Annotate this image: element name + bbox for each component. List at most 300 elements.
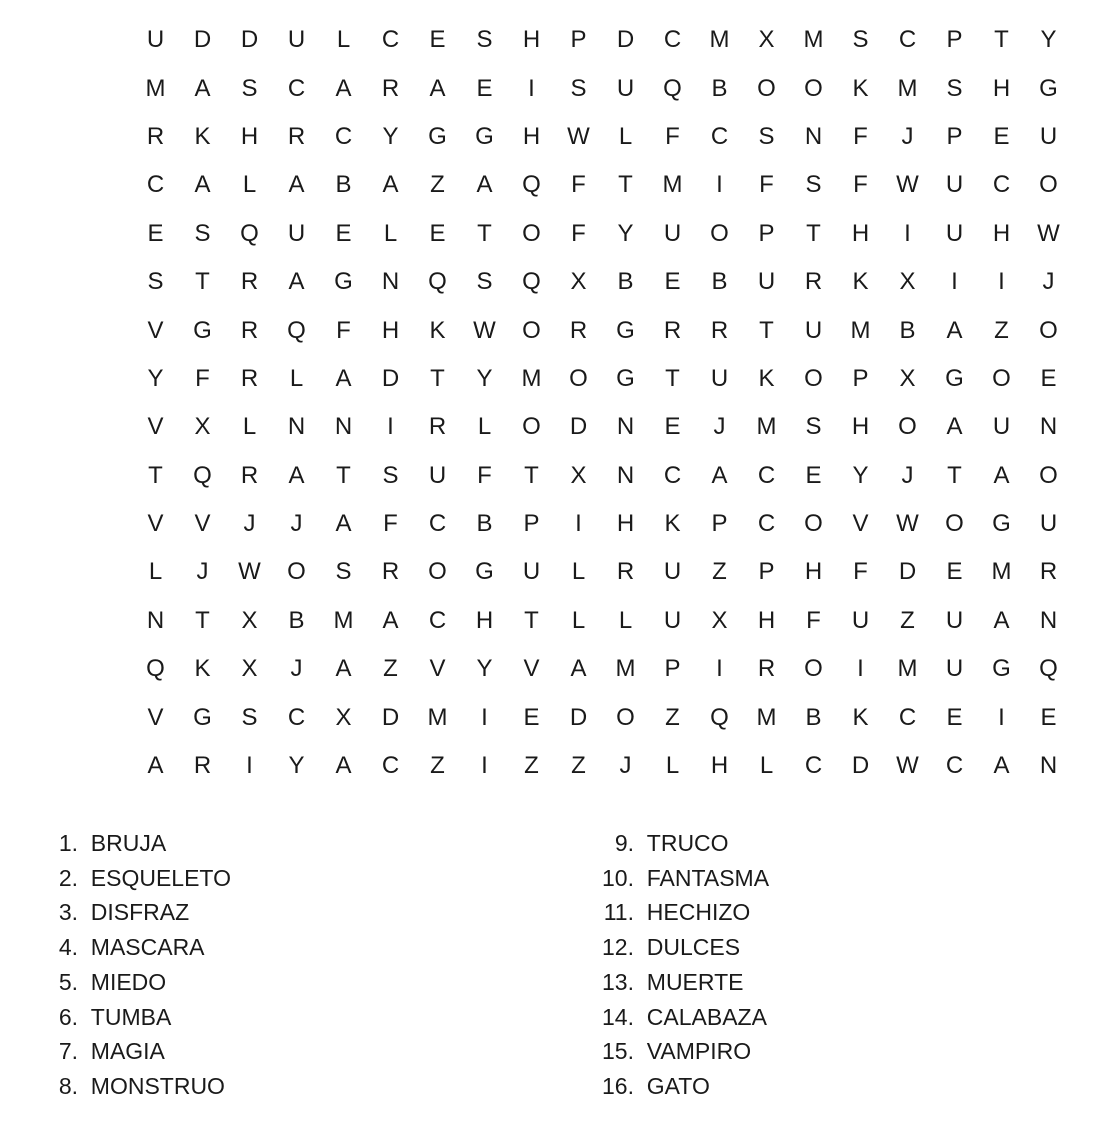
grid-cell[interactable]: H [522,122,541,150]
grid-cell[interactable]: S [476,26,493,54]
grid-cell[interactable]: N [287,413,306,441]
grid-cell[interactable]: J [243,510,256,538]
grid-cell[interactable]: U [663,606,682,634]
grid-cell[interactable]: E [946,703,963,731]
grid-cell[interactable]: A [288,461,305,489]
grid-cell[interactable]: S [570,74,587,102]
grid-cell[interactable]: L [336,26,351,54]
grid-cell[interactable]: Z [571,752,586,780]
grid-cell[interactable]: K [852,268,869,296]
grid-cell[interactable]: A [194,171,211,199]
grid-cell[interactable]: H [757,606,776,634]
grid-cell[interactable]: I [951,268,958,296]
grid-cell[interactable]: K [194,655,211,683]
grid-cell[interactable]: O [616,703,635,731]
grid-cell[interactable]: Q [663,74,682,102]
grid-cell[interactable]: A [476,171,493,199]
grid-cell[interactable]: G [193,316,212,344]
grid-cell[interactable]: C [663,461,682,489]
grid-cell[interactable]: D [616,26,635,54]
grid-cell[interactable]: P [758,558,775,586]
grid-cell[interactable]: A [335,752,352,780]
grid-cell[interactable]: T [195,268,210,296]
grid-cell[interactable]: G [334,268,353,296]
grid-cell[interactable]: T [477,219,492,247]
grid-cell[interactable]: E [664,268,681,296]
grid-cell[interactable]: D [381,364,400,392]
grid-cell[interactable]: O [569,364,588,392]
grid-cell[interactable]: T [759,316,774,344]
grid-cell[interactable]: X [570,461,587,489]
grid-cell[interactable]: N [804,122,823,150]
grid-cell[interactable]: E [476,74,493,102]
grid-cell[interactable]: G [475,558,494,586]
grid-cell[interactable]: U [992,413,1011,441]
grid-cell[interactable]: S [476,268,493,296]
grid-cell[interactable]: M [803,26,824,54]
grid-cell[interactable]: D [898,558,917,586]
grid-cell[interactable]: U [663,219,682,247]
grid-cell[interactable]: D [381,703,400,731]
grid-cell[interactable]: B [711,74,728,102]
grid-cell[interactable]: S [805,413,822,441]
grid-cell[interactable]: U [616,74,635,102]
grid-cell[interactable]: S [241,74,258,102]
grid-cell[interactable]: K [852,703,869,731]
grid-cell[interactable]: I [904,219,911,247]
grid-cell[interactable]: K [664,510,681,538]
grid-cell[interactable]: A [335,74,352,102]
grid-cell[interactable]: M [662,171,683,199]
grid-cell[interactable]: W [896,171,919,199]
grid-cell[interactable]: Q [428,268,447,296]
grid-cell[interactable]: T [994,26,1009,54]
grid-cell[interactable]: A [993,752,1010,780]
grid-cell[interactable]: W [1037,219,1060,247]
grid-cell[interactable]: E [429,26,446,54]
grid-cell[interactable]: A [711,461,728,489]
grid-cell[interactable]: E [805,461,822,489]
grid-cell[interactable]: E [1040,364,1057,392]
grid-cell[interactable]: I [481,752,488,780]
grid-cell[interactable]: F [336,316,351,344]
grid-cell[interactable]: Z [430,752,445,780]
grid-cell[interactable]: N [381,268,400,296]
grid-cell[interactable]: M [756,703,777,731]
grid-cell[interactable]: W [896,752,919,780]
grid-cell[interactable]: R [663,316,682,344]
grid-cell[interactable]: G [992,655,1011,683]
grid-cell[interactable]: V [147,316,164,344]
grid-cell[interactable]: H [616,510,635,538]
grid-cell[interactable]: Y [476,364,493,392]
grid-cell[interactable]: N [616,461,635,489]
grid-cell[interactable]: A [429,74,446,102]
grid-cell[interactable]: O [804,364,823,392]
grid-cell[interactable]: J [290,655,303,683]
grid-cell[interactable]: M [756,413,777,441]
grid-cell[interactable]: U [710,364,729,392]
grid-cell[interactable]: M [521,364,542,392]
grid-cell[interactable]: O [710,219,729,247]
grid-cell[interactable]: Q [193,461,212,489]
grid-cell[interactable]: K [758,364,775,392]
grid-cell[interactable]: N [616,413,635,441]
grid-cell[interactable]: Q [287,316,306,344]
grid-cell[interactable]: C [428,606,447,634]
grid-cell[interactable]: U [1039,510,1058,538]
grid-cell[interactable]: G [616,364,635,392]
grid-cell[interactable]: D [240,26,259,54]
grid-cell[interactable]: C [898,26,917,54]
grid-cell[interactable]: A [570,655,587,683]
grid-cell[interactable]: O [804,74,823,102]
grid-cell[interactable]: O [757,74,776,102]
grid-cell[interactable]: L [148,558,163,586]
grid-cell[interactable]: A [335,364,352,392]
grid-cell[interactable]: S [241,703,258,731]
grid-cell[interactable]: F [853,558,868,586]
grid-cell[interactable]: T [524,606,539,634]
grid-cell[interactable]: I [481,703,488,731]
grid-cell[interactable]: S [335,558,352,586]
grid-cell[interactable]: F [665,122,680,150]
grid-cell[interactable]: D [193,26,212,54]
grid-cell[interactable]: I [998,268,1005,296]
grid-cell[interactable]: X [570,268,587,296]
grid-cell[interactable]: Z [524,752,539,780]
grid-cell[interactable]: O [522,316,541,344]
grid-cell[interactable]: M [850,316,871,344]
grid-cell[interactable]: E [993,122,1010,150]
grid-cell[interactable]: A [946,413,963,441]
grid-cell[interactable]: O [992,364,1011,392]
grid-cell[interactable]: N [1039,752,1058,780]
grid-cell[interactable]: V [194,510,211,538]
grid-cell[interactable]: D [851,752,870,780]
grid-cell[interactable]: U [757,268,776,296]
grid-cell[interactable]: R [287,122,306,150]
grid-cell[interactable]: R [240,364,259,392]
grid-cell[interactable]: F [477,461,492,489]
grid-cell[interactable]: T [524,461,539,489]
grid-cell[interactable]: D [569,703,588,731]
grid-cell[interactable]: V [429,655,446,683]
grid-cell[interactable]: Q [522,268,541,296]
grid-cell[interactable]: H [475,606,494,634]
grid-cell[interactable]: U [1039,122,1058,150]
grid-cell[interactable]: B [476,510,493,538]
grid-cell[interactable]: T [947,461,962,489]
grid-cell[interactable]: R [240,461,259,489]
grid-cell[interactable]: N [146,606,165,634]
grid-cell[interactable]: S [805,171,822,199]
grid-cell[interactable]: L [571,606,586,634]
grid-cell[interactable]: U [945,606,964,634]
grid-cell[interactable]: Y [852,461,869,489]
grid-cell[interactable]: M [709,26,730,54]
grid-cell[interactable]: U [945,171,964,199]
grid-cell[interactable]: A [147,752,164,780]
grid-cell[interactable]: C [663,26,682,54]
grid-cell[interactable]: P [523,510,540,538]
grid-cell[interactable]: E [946,558,963,586]
grid-cell[interactable]: T [665,364,680,392]
grid-cell[interactable]: M [897,655,918,683]
grid-cell[interactable]: V [523,655,540,683]
grid-cell[interactable]: R [757,655,776,683]
grid-cell[interactable]: I [716,171,723,199]
grid-cell[interactable]: E [335,219,352,247]
grid-cell[interactable]: E [1040,703,1057,731]
grid-cell[interactable]: U [663,558,682,586]
grid-cell[interactable]: L [242,413,257,441]
grid-cell[interactable]: S [147,268,164,296]
grid-cell[interactable]: H [992,74,1011,102]
grid-cell[interactable]: O [287,558,306,586]
grid-cell[interactable]: M [333,606,354,634]
grid-cell[interactable]: T [195,606,210,634]
grid-cell[interactable]: E [523,703,540,731]
grid-cell[interactable]: C [381,752,400,780]
grid-cell[interactable]: Y [382,122,399,150]
grid-cell[interactable]: T [806,219,821,247]
grid-cell[interactable]: C [334,122,353,150]
grid-cell[interactable]: O [898,413,917,441]
grid-cell[interactable]: A [288,171,305,199]
grid-cell[interactable]: F [195,364,210,392]
grid-cell[interactable]: Y [617,219,634,247]
grid-cell[interactable]: R [1039,558,1058,586]
grid-cell[interactable]: Q [710,703,729,731]
grid-cell[interactable]: I [716,655,723,683]
grid-cell[interactable]: X [758,26,775,54]
grid-cell[interactable]: N [1039,413,1058,441]
grid-cell[interactable]: U [804,316,823,344]
grid-cell[interactable]: L [618,122,633,150]
grid-cell[interactable]: Z [665,703,680,731]
grid-cell[interactable]: X [335,703,352,731]
grid-cell[interactable]: F [806,606,821,634]
grid-cell[interactable]: O [945,510,964,538]
grid-cell[interactable]: C [287,74,306,102]
grid-cell[interactable]: Z [994,316,1009,344]
grid-cell[interactable]: E [664,413,681,441]
grid-cell[interactable]: O [522,413,541,441]
grid-cell[interactable]: M [615,655,636,683]
grid-cell[interactable]: J [619,752,632,780]
grid-cell[interactable]: R [240,316,259,344]
grid-cell[interactable]: K [194,122,211,150]
grid-cell[interactable]: F [853,171,868,199]
grid-cell[interactable]: U [945,219,964,247]
grid-cell[interactable]: H [381,316,400,344]
grid-cell[interactable]: C [146,171,165,199]
grid-cell[interactable]: C [757,461,776,489]
grid-cell[interactable]: I [857,655,864,683]
grid-cell[interactable]: I [246,752,253,780]
grid-cell[interactable]: A [993,461,1010,489]
grid-cell[interactable]: S [946,74,963,102]
grid-cell[interactable]: L [289,364,304,392]
grid-cell[interactable]: X [241,655,258,683]
grid-cell[interactable]: R [193,752,212,780]
grid-cell[interactable]: G [1039,74,1058,102]
grid-cell[interactable]: X [899,268,916,296]
grid-cell[interactable]: U [428,461,447,489]
grid-cell[interactable]: M [897,74,918,102]
grid-cell[interactable]: Z [712,558,727,586]
grid-cell[interactable]: A [382,606,399,634]
grid-cell[interactable]: J [901,461,914,489]
grid-cell[interactable]: Q [522,171,541,199]
grid-cell[interactable]: C [898,703,917,731]
grid-cell[interactable]: I [998,703,1005,731]
grid-cell[interactable]: H [851,413,870,441]
grid-cell[interactable]: F [853,122,868,150]
grid-cell[interactable]: R [381,74,400,102]
grid-cell[interactable]: L [759,752,774,780]
grid-cell[interactable]: J [1042,268,1055,296]
grid-cell[interactable]: A [288,268,305,296]
grid-cell[interactable]: I [528,74,535,102]
grid-cell[interactable]: S [382,461,399,489]
grid-cell[interactable]: H [710,752,729,780]
grid-cell[interactable]: O [428,558,447,586]
grid-cell[interactable]: Y [288,752,305,780]
grid-cell[interactable]: G [475,122,494,150]
grid-cell[interactable]: J [901,122,914,150]
grid-cell[interactable]: C [804,752,823,780]
grid-cell[interactable]: V [147,510,164,538]
grid-cell[interactable]: A [946,316,963,344]
grid-cell[interactable]: K [429,316,446,344]
grid-cell[interactable]: P [711,510,728,538]
grid-cell[interactable]: W [238,558,261,586]
grid-cell[interactable]: R [146,122,165,150]
grid-cell[interactable]: F [571,219,586,247]
grid-cell[interactable]: P [570,26,587,54]
grid-cell[interactable]: A [382,171,399,199]
grid-cell[interactable]: R [240,268,259,296]
grid-cell[interactable]: P [946,26,963,54]
grid-cell[interactable]: G [992,510,1011,538]
grid-cell[interactable]: C [992,171,1011,199]
grid-cell[interactable]: U [287,26,306,54]
grid-cell[interactable]: S [758,122,775,150]
grid-cell[interactable]: X [899,364,916,392]
grid-cell[interactable]: G [945,364,964,392]
grid-cell[interactable]: C [287,703,306,731]
grid-cell[interactable]: K [852,74,869,102]
grid-cell[interactable]: H [851,219,870,247]
grid-cell[interactable]: B [617,268,634,296]
grid-cell[interactable]: W [567,122,590,150]
grid-cell[interactable]: I [387,413,394,441]
grid-cell[interactable]: T [336,461,351,489]
grid-cell[interactable]: F [759,171,774,199]
grid-cell[interactable]: U [522,558,541,586]
grid-cell[interactable]: B [335,171,352,199]
grid-cell[interactable]: D [569,413,588,441]
grid-cell[interactable]: W [896,510,919,538]
grid-cell[interactable]: O [804,510,823,538]
grid-cell[interactable]: Q [1039,655,1058,683]
grid-cell[interactable]: X [241,606,258,634]
grid-cell[interactable]: A [993,606,1010,634]
grid-cell[interactable]: Y [147,364,164,392]
grid-cell[interactable]: H [804,558,823,586]
grid-cell[interactable]: R [569,316,588,344]
grid-cell[interactable]: S [852,26,869,54]
grid-cell[interactable]: X [711,606,728,634]
grid-cell[interactable]: C [757,510,776,538]
grid-cell[interactable]: H [992,219,1011,247]
grid-cell[interactable]: A [335,655,352,683]
grid-cell[interactable]: R [616,558,635,586]
grid-cell[interactable]: P [664,655,681,683]
grid-cell[interactable]: X [194,413,211,441]
grid-cell[interactable]: L [571,558,586,586]
grid-cell[interactable]: C [428,510,447,538]
grid-cell[interactable]: Z [430,171,445,199]
grid-cell[interactable]: T [430,364,445,392]
grid-cell[interactable]: J [196,558,209,586]
grid-cell[interactable]: E [147,219,164,247]
grid-cell[interactable]: N [1039,606,1058,634]
grid-cell[interactable]: U [287,219,306,247]
grid-cell[interactable]: P [758,219,775,247]
grid-cell[interactable]: E [429,219,446,247]
grid-cell[interactable]: L [383,219,398,247]
grid-cell[interactable]: B [899,316,916,344]
grid-cell[interactable]: Z [383,655,398,683]
grid-cell[interactable]: H [240,122,259,150]
grid-cell[interactable]: V [852,510,869,538]
grid-cell[interactable]: C [710,122,729,150]
grid-cell[interactable]: C [945,752,964,780]
grid-cell[interactable]: R [381,558,400,586]
grid-cell[interactable]: I [575,510,582,538]
grid-cell[interactable]: Q [240,219,259,247]
grid-cell[interactable]: G [428,122,447,150]
grid-cell[interactable]: M [427,703,448,731]
grid-cell[interactable]: Z [900,606,915,634]
grid-cell[interactable]: J [290,510,303,538]
grid-cell[interactable]: B [288,606,305,634]
grid-cell[interactable]: A [194,74,211,102]
grid-cell[interactable]: G [616,316,635,344]
grid-cell[interactable]: F [383,510,398,538]
grid-cell[interactable]: C [381,26,400,54]
grid-cell[interactable]: Y [1040,26,1057,54]
grid-cell[interactable]: B [711,268,728,296]
grid-cell[interactable]: U [851,606,870,634]
grid-cell[interactable]: L [242,171,257,199]
grid-cell[interactable]: G [193,703,212,731]
grid-cell[interactable]: L [665,752,680,780]
grid-cell[interactable]: M [991,558,1012,586]
grid-cell[interactable]: R [710,316,729,344]
grid-cell[interactable]: B [805,703,822,731]
grid-cell[interactable]: T [148,461,163,489]
grid-cell[interactable]: L [477,413,492,441]
grid-cell[interactable]: M [145,74,166,102]
grid-cell[interactable]: V [147,413,164,441]
grid-cell[interactable]: W [473,316,496,344]
grid-cell[interactable]: F [571,171,586,199]
grid-cell[interactable]: Q [146,655,165,683]
